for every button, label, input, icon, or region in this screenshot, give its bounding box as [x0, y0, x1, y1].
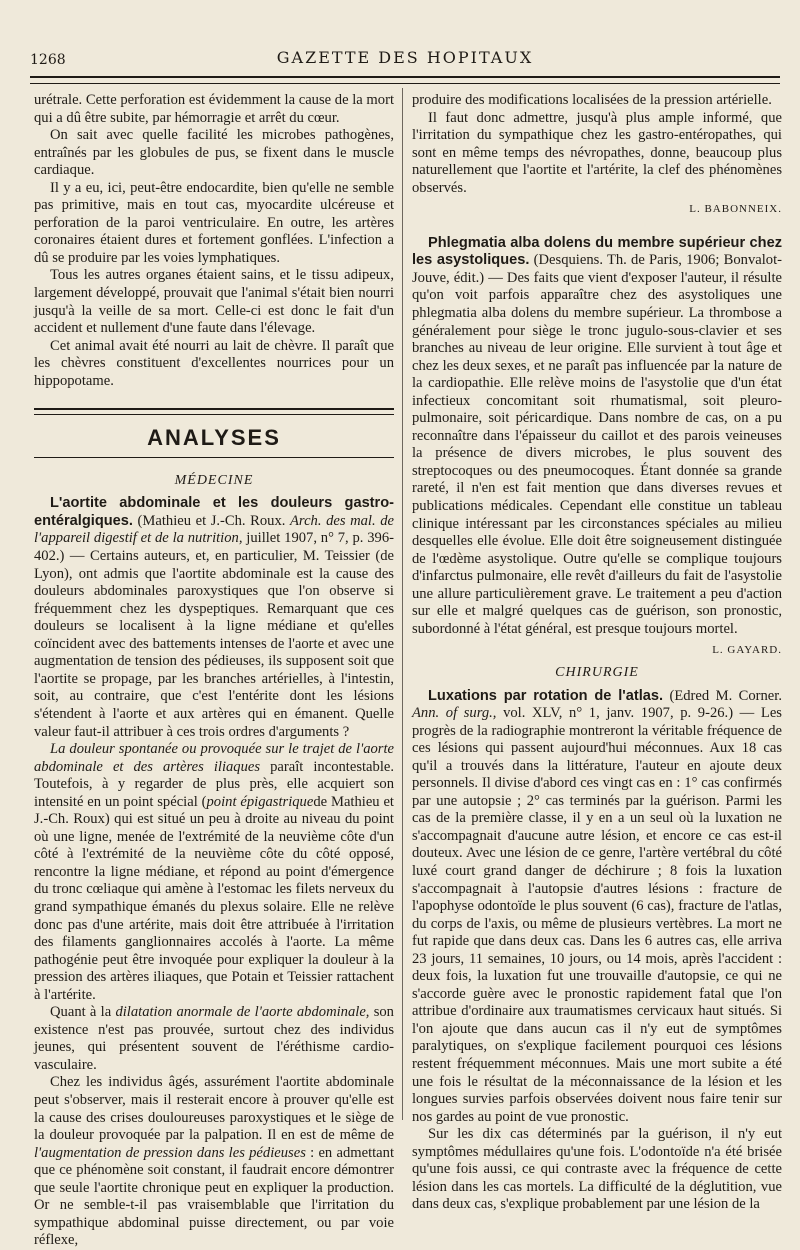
article-text: son existence n'est pas prouvée, surtout chez des individus jeunes, qui présentent souvent de l'éréthisme cardio-vasculaire. — [34, 1004, 394, 1073]
right-column — [412, 92, 782, 1214]
article-reference: vol. XLV, n° 1, janv. 1907, p. 9-26.) — — [503, 705, 755, 722]
article-paragraph: Sur les dix cas déterminés par la guérison, il n'y eut symptômes médullaires qu'une fois. L'odontoïde n'a été brisée qu'une fois aussi, ce qui contraste avec la fréquence de cette lésion dans les cas mortels. La difficulté de la déglutition, vue dans deux cas, s'explique probablement par une lésion de la — [412, 1126, 782, 1213]
page-number: 1268 — [30, 52, 66, 68]
article-text: Les progrès de la radiographie montreront la véritable fréquence de ces lésions qui passent aujourd'hui méconnues. Aux 18 cas qu'il a trouvés dans la littérature, l'auteur en ajoute deux personnels. Il divise d'abord ces vingt cas en : 1° cas confirmés par une autopsie ; 2° cas terminés par la guérison. Parmi les cas de la première classe, il y en a un seul où la luxation ne s'accompagnait d'aucune autre lésion, et encore ce cas est-il douteux. Avec une lésion de ce genre, l'artère vertébral du côté luxé court grand danger de déchirure ; 8 fois la luxation s'accompagnait à l'autopsie d'autres lésions : fracture de l'apophyse odontoïde le plus souvent (6 cas), fracture de l'atlas, du corps de l'axis, ou même de plusieurs vertèbres. La mort ne fut rapide que dans deux cas. Dans les 6 autres cas, elle arriva 23 jours, 11 semaines, 10 jours, ou 14 mois, après l'accident : deux fois, la luxation fut une trouvaille d'autopsie, ce qui ne s'accorde guère avec le pronostic rapidement fatal que l'on attribue d'ordinaire aux traumatismes cervicaux haut situés. Si l'on ajoute que dans aucun cas il n'y eut de symptômes paralytiques, on s'explique facilement pourquoi ces lésions restent fréquemment méconnues. Mais une mort subite a été une fois le résultat de la méconnaissance de la lésion et les longues survies parfois observées doivent nous faire tenir sur nos gardes au point de vue pronostic. — [412, 705, 782, 1125]
italic-text: La douleur spontanée ou provoquée sur le trajet de l'aorte abdominale et des artères iliaques — [34, 741, 394, 775]
article-journal: Ann. of surg., — [412, 705, 497, 722]
column-divider — [402, 88, 403, 1120]
article-journal: Arch. des mal. de l'appareil digestif et de la nutrition, — [34, 512, 394, 547]
article-paragraph — [412, 688, 782, 1127]
article-paragraph — [34, 1074, 394, 1249]
author-signature: L. GAYARD. — [712, 644, 782, 657]
journal-title: GAZETTE DES HOPITAUX — [276, 48, 534, 67]
subsection-heading-chirurgie: CHIRURGIE — [555, 664, 639, 680]
article-reference: (Desquiens. Th. de Paris, 1906; Bonvalot-Jouve, édit.) — — [412, 252, 782, 286]
author-signature: L. BABONNEIX. — [689, 203, 782, 216]
article-title: Phlegmatia alba dolens du membre supérieur chez les asystoliques. — [412, 234, 782, 269]
paragraph: Il faut donc admettre, jusqu'à plus ample informé, que l'irritation du sympathique chez les gastro-entéropathes, qui sont en même temps des névropathes, donne, beaucoup plus naturellement que l'aortite et l'artérite, la clef des phénomènes observés. — [412, 109, 782, 196]
subsection-heading-medecine: MÉDECINE — [174, 472, 254, 488]
article-authors: (Mathieu et J.-Ch. Roux. — [137, 512, 286, 529]
section-rule — [34, 408, 394, 415]
article-paragraph — [412, 235, 782, 639]
article-paragraph — [34, 741, 394, 1004]
paragraph: Cet animal avait été nourri au lait de chèvre. Il paraît que les chèvres constituent d'excellentes nourrices pour un hippopotame. — [34, 337, 394, 389]
article-text: Des faits que vient d'exposer l'auteur, il résulte qu'on voit parfois apparaître chez des asystoliques une phlegmatia alba dolens du membre supérieur. La thrombose a généralement pour siège le tronc jugulo-sous-clavier et ses branches au niveau de leur origine. Elle survient à tout âge et chez les deux sexes, et ne paraît pas influencée par la nature de la cardiopathie. Elle relève moins de l'asystolie que d'un état infectieux concomitant soit rhumatismal, soit pleuro-pulmonaire, soit péricardique. Dans nombre de cas, on a pu reconnaître dans l'épaisseur du caillot et des parois veineuses la présence de divers microbes, le plus souvent des streptocoques ou des pneumocoques. Étant donnée sa grande rareté, il n'en est fait mention que dans diverses revues et publications médicales. Cependant elle constitue un tableau clinique intéressant par les circonstances spéciales au milieu desquelles elle évolue. Elle doit être soigneusement distinguée de l'œdème asystolique. Outre qu'elle se complique toujours d'infarctus pulmonaire, elle revêt d'ailleurs du fait de l'asystolie une allure particulièrement grave. Le traitement a peu d'action sur elle et malgré quelques cas de guérison, son pronostic, subordonné à l'état général, est presque toujours mortel. — [412, 269, 782, 637]
article-text: Chez les individus âgés, assurément l'aortite abdominale peut s'observer, mais il resterait encore à prouver qu'elle est la cause des crises douloureuses paroxystiques et le siège de la douleur provoquée par la palpation. Il en est de même de — [34, 1074, 394, 1144]
article-paragraph — [34, 1004, 394, 1074]
section-rule — [34, 457, 394, 458]
article-text: de Mathieu et J.-Ch. Roux) qui est situé un peu à droite au niveau du point où une ligne, menée de l'extrémité de la neuvième côte d'un côté à l'extrémité de la neuvième côte du côté opposé, rencontre la ligne médiane, et répond au point d'émergence du tronc cœliaque qui amène à l'estomac les filets nerveux du grand sympathique émanés du plexus solaire. Elle ne relève donc pas d'une artérite, mais doit être attribuée à l'irritation des filaments ganglionnaires accolés à l'aorte. La même pathogénie peut être invoquée pour expliquer la douleur à la pression des artères iliaques, que Potain et Teissier rattachent à l'artérite. — [34, 793, 394, 1003]
article-text: Quant à la — [50, 1004, 112, 1021]
article-title: L'aortite abdominale et les douleurs gastro-entéralgiques. — [34, 495, 394, 529]
paragraph: Tous les autres organes étaient sains, et le tissu adipeux, largement développé, prouvait que l'animal s'était bien nourri jusqu'à la veille de sa mort. Celle-ci est donc le fait d'un accident et nullement d'une faute dans l'élevage. — [34, 267, 394, 337]
article-text: paraît incontestable. Toutefois, à y regarder de plus près, elle acquiert son intensité en un point spécial ( — [34, 758, 395, 810]
paragraph: produire des modifications localisées de la pression artérielle. — [412, 92, 772, 108]
italic-text: l'augmentation de pression dans les pédieuses — [34, 1144, 306, 1161]
italic-text: point épigastrique — [206, 793, 314, 810]
article-paragraph — [34, 495, 394, 741]
paragraph: Il y a eu, ici, peut-être endocardite, bien qu'elle ne semble pas primitive, mais en tout cas, myocardite ulcéreuse et perforation de la paroi ventriculaire. En outre, les artères coronaires étaient dures et fortement gonflées. L'infection a dû se produire par les voies lymphatiques. — [34, 179, 394, 266]
article-text: : en admettant que ce phénomène soit constant, il faudrait encore démontrer que seule l'aortite chronique peut en expliquer la production. Or ne semble-t-il pas vraisemblable que l'irritation du sympathique abdominal puisse directement, ou par voie réflexe, — [34, 1144, 395, 1249]
section-title-analyses: ANALYSES — [147, 425, 281, 451]
italic-text: dilatation anormale de l'aorte abdominale, — [115, 1004, 370, 1021]
paragraph: urétrale. Cette perforation est évidemment la cause de la mort qui a dû être subite, par hémorragie et arrêt du cœur. — [34, 92, 394, 126]
article-text: Certains auteurs, et, en particulier, M. Teissier (de Lyon), ont admis que l'aortite abdominale est la cause des douleurs abdominales paroxystiques que l'on observe si fréquemment chez les dyspeptiques. Remarquant que ces douleurs se localisent à la ligne médiane et qu'elles coïncident avec des battements intenses de l'aorte et avec une augmentation de tension des pédieuses, ils supposent soit que l'aortite se propage, par les branches artérielles, à l'intestin, soit, au contraire, que c'est l'entérite dont les lésions s'étendent à l'aorte et aux artères qui en émanent. Quelle valeur faut-il attribuer à ces trois ordres d'arguments ? — [34, 548, 394, 740]
left-column — [34, 92, 394, 1250]
article-authors: (Edred M. Corner. — [669, 687, 782, 704]
article-reference: juillet 1907, n° 7, p. 396-402.) — — [34, 530, 394, 565]
header-rule — [30, 76, 780, 84]
page-header — [30, 44, 780, 70]
paragraph: On sait avec quelle facilité les microbes pathogènes, entraînés par les globules de pus, se fixent dans le muscle cardiaque. — [34, 127, 394, 179]
article-title: Luxations par rotation de l'atlas. — [428, 687, 664, 704]
